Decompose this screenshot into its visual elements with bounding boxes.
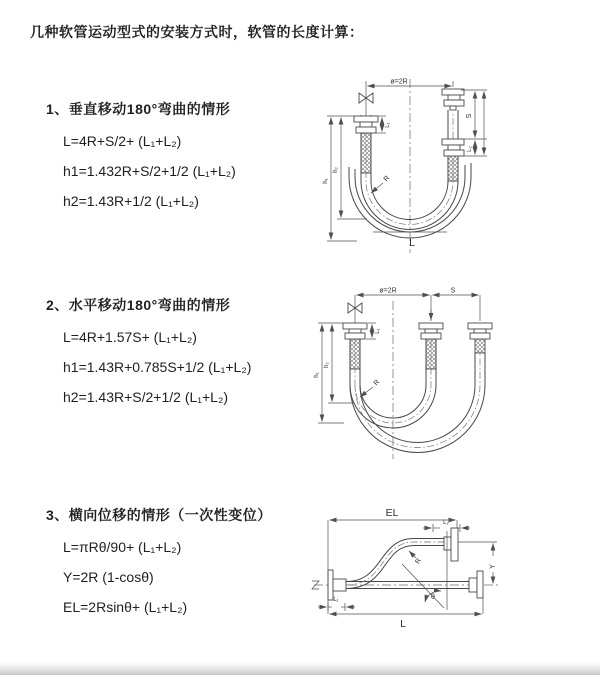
scan-edge [0,662,600,675]
dim-label-l2: L₂ [467,146,473,152]
dim-label-h1: h₁ [314,372,320,378]
formula-h1: h1=1.432R+S/2+1/2 (L₁+L₂) [63,163,236,179]
page-title: 几种软管运动型式的安装方式时，软管的长度计算： [30,24,364,40]
dim-label-l2: L₂ [443,520,449,526]
dim-label-l1: L₁ [333,597,339,603]
dim-label-y: Y [489,564,497,569]
hose-fittings [343,323,492,339]
dim-label-travel-s: S [450,287,456,295]
flange-fittings [328,528,483,600]
dim-label-theta: θ [431,594,435,601]
section-horizontal-180 [46,295,346,412]
dim-label-radius: R [382,174,392,184]
section-2-heading: 2、水平移动180°弯曲的情形 [46,297,231,313]
dimension-lines [318,295,480,423]
dim-label-h1: h₁ [323,178,329,184]
dim-label-h2: h₂ [324,362,330,368]
dim-label-l1: L₁ [375,328,381,334]
formula-y: Y=2R (1-cosθ) [63,569,154,585]
diagram-lateral-displacement [306,498,600,650]
dim-label-loop-diameter: ø=2R [379,287,397,295]
braided-section [350,339,485,369]
dimension-labels [333,507,496,630]
formula-h1: h1=1.43R+0.785S+1/2 (L₁+L₂) [63,359,252,375]
diagram-vertical-180-bend [315,73,597,261]
dim-label-length: L [400,618,406,630]
dim-label-length: L [409,237,415,249]
dim-label-loop-diameter: ø=2R [390,78,408,86]
section-1-heading: 1、垂直移动180°弯曲的情形 [46,101,231,117]
formula-length: L=πRθ/90+ (L₁+L₂) [63,539,182,555]
dim-label-l1: L₁ [385,122,391,128]
dim-label-h2: h₂ [333,167,339,173]
diagram-horizontal-180-bend [310,283,600,463]
hose-loop [350,339,485,452]
dim-label-travel-s: S [466,113,473,119]
section-vertical-180 [46,99,346,216]
dim-label-radius: R [372,378,382,388]
section-3-heading: 3、横向位移的情形（一次性变位） [46,507,272,523]
dim-label-radius: R [414,557,423,566]
dim-label-el: EL [385,507,399,519]
valve-icon [348,295,362,323]
formula-length: L=4R+S/2+ (L₁+L₂) [63,133,182,149]
formula-el: EL=2Rsinθ+ (L₁+L₂) [63,599,188,615]
dimension-lines [318,520,497,614]
formula-h2: h2=1.43R+1/2 (L₁+L₂) [63,193,199,209]
formula-h2: h2=1.43R+S/2+1/2 (L₁+L₂) [63,389,229,405]
section-lateral-displacement [46,505,346,622]
construction-lines [402,531,447,610]
formula-length: L=4R+1.57S+ (L₁+L₂) [63,329,197,345]
